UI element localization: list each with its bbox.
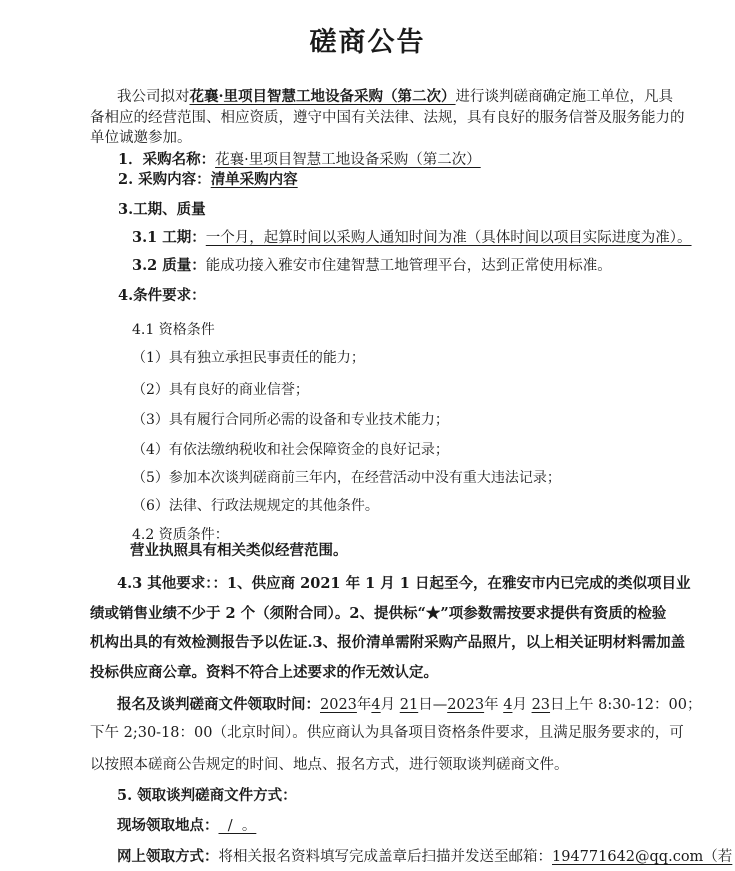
page-title: 磋商公告 — [309, 27, 426, 58]
intro-text: 进行谈判磋商确定施工单位，凡具 — [455, 89, 674, 105]
item-4-3-line-3: 机构出具的有效检测报告予以佐证.3、报价清单需附采购产品照片，以上相关证明材料需加盖 — [90, 634, 686, 651]
item-label: 3.1 工期： — [132, 229, 206, 246]
date-year: 2023 — [320, 697, 357, 713]
item-label: 4.3 其他要求： — [117, 575, 213, 592]
item-value: 一个月，起算时间以采购人通知时间为准（具体时间以项目实际进度为准）。 — [205, 230, 692, 246]
registration-line-3: 以按照本磋商公告规定的时间、地点、报名方式，进行领取谈判磋商文件。 — [90, 757, 569, 773]
item-4-1: 4.1 资格条件 — [132, 322, 215, 338]
project-name: 花襄·里项目智慧工地设备采购（第二次） — [189, 88, 456, 105]
item-1 — [118, 151, 481, 169]
condition-5: （5）参加本次谈判磋商前三年内，在经营活动中没有重大违法记录； — [132, 470, 561, 486]
date-month: 4 — [503, 697, 513, 713]
item-value: ：1、供应商 2021 年 1 月 1 日起至今，在雅安市内已完成的类似项目业 — [212, 575, 691, 592]
item-value: 花襄·里项目智慧工地设备采购（第二次） — [215, 152, 481, 168]
registration-line-1 — [117, 696, 702, 714]
date-day: 21 — [399, 697, 419, 713]
text: 月 — [512, 697, 532, 713]
intro-text: 我公司拟对 — [117, 89, 190, 105]
condition-1: （1）具有独立承担民事责任的能力； — [132, 350, 365, 366]
section-5-heading: 5. 领取谈判磋商文件方式： — [117, 787, 297, 804]
registration-line-2: 下午 2;30-18：00（北京时间）。供应商认为具备项目资格条件要求，且满足服务要求的，可 — [90, 725, 684, 741]
item-3-1 — [132, 229, 692, 247]
intro-line-2: 备相应的经营范围、相应资质，遵守中国有关法律、法规，具有良好的服务信誉及服务能力的 — [90, 110, 685, 126]
text: 日上午 8:30-12：00； — [550, 697, 702, 713]
condition-4: （4）有依法缴纳税收和社会保障资金的良好记录； — [132, 442, 449, 458]
item-4-3-line-4: 投标供应商公章。资料不符合上述要求的作无效认定。 — [90, 664, 438, 681]
text: 年 — [356, 697, 372, 713]
item-3-2 — [132, 257, 612, 275]
item-value: 将相关报名资料填写完成盖章后扫描并发送至邮箱： — [218, 849, 552, 865]
condition-6: （6）法律、行政法规规定的其他条件。 — [132, 498, 379, 514]
item-4-2: 4.2 资质条件： — [132, 527, 229, 543]
date-year: 2023 — [447, 697, 485, 713]
item-4-2-value: 营业执照具有相关类似经营范围。 — [130, 542, 348, 559]
item-label: 3.2 质量： — [132, 257, 206, 274]
section-4-heading: 4.条件要求： — [118, 287, 206, 304]
date-month: 4 — [371, 697, 381, 713]
intro-line-3: 单位诚邀参加。 — [90, 130, 192, 146]
item-4-3-line-2: 绩或销售业绩不少于 2 个（须附合同）。2、提供标“★”项参数需按要求提供有资质的检验 — [90, 605, 667, 622]
item-value: 清单采购内容 — [210, 171, 298, 188]
item-label: 网上领取方式： — [117, 848, 219, 865]
onsite-pickup — [117, 817, 256, 835]
item-label: 2. 采购内容： — [118, 171, 211, 188]
online-pickup — [117, 848, 732, 866]
section-3-heading: 3.工期、质量 — [118, 201, 206, 218]
item-4-3-line-1 — [117, 575, 690, 593]
date-day: 23 — [531, 697, 551, 713]
text: 年 — [484, 697, 504, 713]
condition-3: （3）具有履行合同所必需的设备和专业技术能力； — [132, 412, 449, 428]
item-2 — [118, 171, 298, 189]
item-value: / 。 — [218, 818, 257, 834]
item-value: 能成功接入雅安市住建智慧工地管理平台，达到正常使用标准。 — [205, 258, 612, 274]
text: 日— — [418, 697, 448, 713]
condition-2: （2）具有良好的商业信誉； — [132, 382, 309, 398]
intro-line-1 — [117, 88, 673, 106]
text: 月 — [380, 697, 400, 713]
item-label: 现场领取地点： — [117, 817, 219, 834]
registration-label: 报名及谈判磋商文件领取时间： — [117, 696, 320, 713]
email-address: 194771642@qq.com（若 — [552, 849, 733, 865]
item-label: 1．采购名称： — [118, 151, 216, 168]
